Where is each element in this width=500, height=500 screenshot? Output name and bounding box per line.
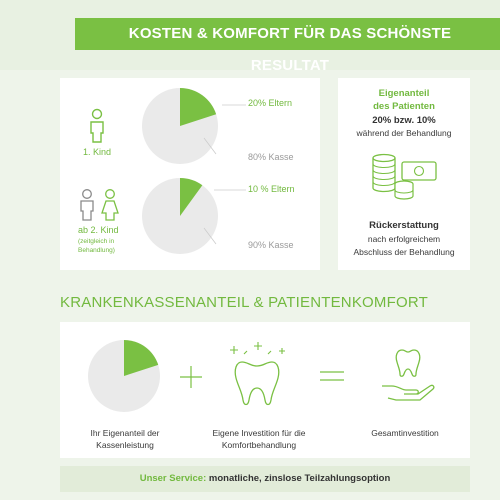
pie2-parent-label: 10 % Eltern (248, 184, 295, 194)
plus-icon (178, 364, 204, 390)
total-label: Gesamtinvestition (371, 428, 439, 438)
tooth-in-hand-icon (376, 344, 436, 404)
sparkling-tooth-icon (228, 338, 290, 410)
leader-lines-1 (200, 98, 250, 158)
pie1-fund-label: 80% Kasse (248, 152, 294, 162)
own-share-label-2: Kassenleistung (96, 440, 154, 450)
service-offer: monatliche, zinslose Teilzahlungsoption (208, 473, 391, 484)
leader-lines-2 (200, 184, 250, 250)
patient-during: während der Behandlung (356, 128, 452, 138)
patient-percent: 20% bzw. 10% (372, 115, 436, 126)
pie2-fund-label: 90% Kasse (248, 240, 294, 250)
patient-heading-2: des Patienten (373, 101, 435, 112)
child-icon (86, 108, 108, 144)
boy-icon (77, 188, 97, 222)
investment-label-2: Komfortbehandlung (221, 440, 297, 450)
service-text (60, 466, 470, 492)
patient-heading-1: Eigenanteil (378, 88, 430, 99)
first-child-label: 1. Kind (82, 147, 112, 157)
second-child-label: ab 2. Kind (78, 225, 119, 235)
refund-line-2: Abschluss der Behandlung (353, 247, 455, 257)
page-title: KOSTEN & KOMFORT FÜR DAS SCHÖNSTE RESULTAT (128, 25, 452, 74)
refund-heading: Rückerstattung (369, 220, 439, 231)
service-label: Unser Service: (139, 473, 207, 484)
refund-line-1: nach erfolgreichem (367, 234, 441, 244)
second-child-note: (zeitgleich in Behandlung) (78, 238, 115, 254)
pie-chart-own-share (86, 338, 162, 414)
investment-label-1: Eigene Investition für die (212, 428, 306, 438)
own-share-label-1: Ihr Eigenanteil der (90, 428, 160, 438)
pie1-parent-label: 20% Eltern (248, 98, 293, 108)
equals-icon (318, 368, 346, 384)
coins-and-banknote-icon (366, 148, 442, 204)
section-title: KRANKENKASSENANTEIL & PATIENTENKOMFORT (60, 294, 428, 311)
girl-icon (100, 188, 120, 222)
